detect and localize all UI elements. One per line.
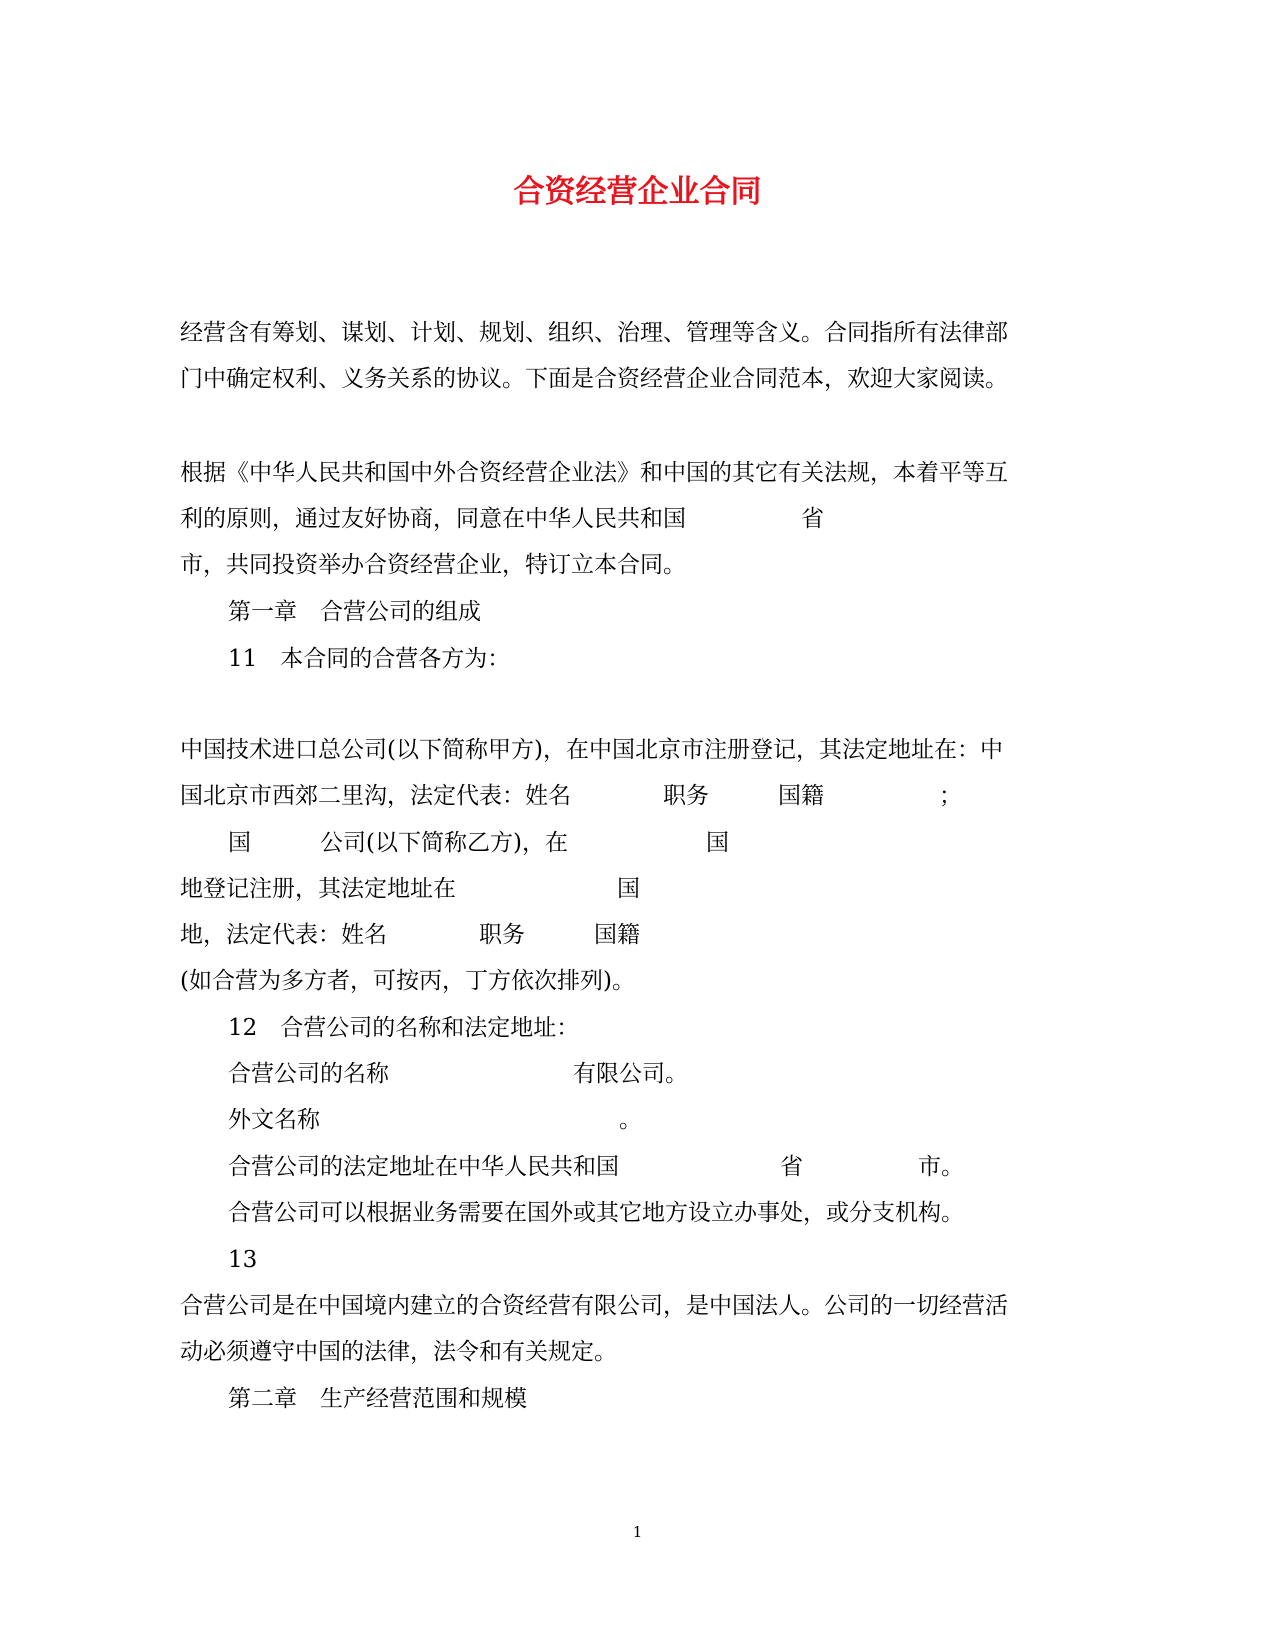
text-line: 合营公司的名称 有限公司。 (228, 1061, 688, 1087)
text-line: 合营公司的法定地址在中华人民共和国 省 市。 (228, 1154, 964, 1180)
text-line: 国北京市西郊二里沟，法定代表：姓名 职务 国籍 ； (180, 783, 962, 809)
text-line: 经营含有筹划、谋划、计划、规划、组织、治理、管理等含义。合同指所有法律部 (180, 320, 1008, 346)
text-line: 国 公司(以下简称乙方)，在 国 (228, 830, 729, 856)
text-line: 第二章 生产经营范围和规模 (228, 1386, 527, 1412)
text-line: 门中确定权利、义务关系的协议。下面是合资经营企业合同范本，欢迎大家阅读。 (180, 366, 1008, 392)
text-line: 中国技术进口总公司(以下简称甲方)，在中国北京市注册登记，其法定地址在：中 (180, 737, 1003, 763)
document-title: 合资经营企业合同 (513, 174, 762, 210)
text-line: 合营公司是在中国境内建立的合资经营有限公司，是中国法人。公司的一切经营活 (180, 1293, 1008, 1319)
text-line: 第一章 合营公司的组成 (228, 599, 481, 625)
text-line: 12 合营公司的名称和法定地址： (228, 1015, 580, 1041)
text-line: 市，共同投资举办合资经营企业，特订立本合同。 (180, 552, 686, 578)
text-line: (如合营为多方者，可按丙，丁方依次排列)。 (180, 968, 635, 994)
text-line: 外文名称 。 (228, 1107, 642, 1133)
text-line: 利的原则，通过友好协商，同意在中华人民共和国 省 (180, 506, 824, 532)
text-line: 地登记注册，其法定地址在 国 (180, 876, 640, 902)
text-line: 动必须遵守中国的法律，法令和有关规定。 (180, 1339, 617, 1365)
page-number: 1 (632, 1523, 643, 1541)
text-line: 13 (228, 1247, 258, 1273)
text-line: 地，法定代表：姓名 职务 国籍 (180, 922, 640, 948)
text-line: 根据《中华人民共和国中外合资经营企业法》和中国的其它有关法规，本着平等互 (180, 460, 1008, 486)
text-line: 合营公司可以根据业务需要在国外或其它地方设立办事处，或分支机构。 (228, 1200, 964, 1226)
text-line: 11 本合同的合营各方为： (228, 646, 511, 672)
